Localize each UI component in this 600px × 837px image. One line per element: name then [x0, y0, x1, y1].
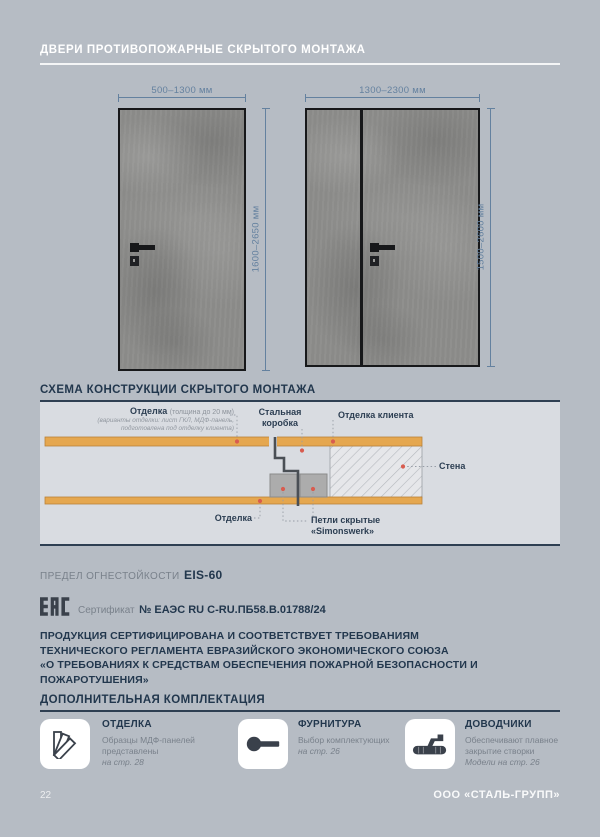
- certificate-label: Сертификат: [78, 605, 135, 616]
- closer-card-icon-box: [405, 719, 455, 769]
- closer-card-line2: закрытие створки: [465, 746, 535, 756]
- schema-bottom-rule: [40, 544, 560, 546]
- hinge-right: [300, 474, 327, 497]
- extras-section-heading: ДОПОЛНИТЕЛЬНАЯ КОМПЛЕКТАЦИЯ: [40, 694, 265, 706]
- hardware-card-icon-box: [238, 719, 288, 769]
- finishing-card-page-ref: на стр. 28: [102, 757, 144, 767]
- closer-card-title: ДОВОДЧИКИ: [465, 719, 532, 730]
- title-underline: [40, 63, 560, 65]
- steel-frame-label: [245, 407, 315, 429]
- wall-section: [330, 446, 422, 498]
- statement-line-3: «О ТРЕБОВАНИЯХ К СРЕДСТВАМ ОБЕСПЕЧЕНИЯ ПОЖАРНОЙ БЕЗОПАСНОСТИ И ПОЖАРОТУШЕНИЯ»: [40, 659, 478, 686]
- statement-line-1: ПРОДУКЦИЯ СЕРТИФИЦИРОВАНА И СООТВЕТСТВУЕТ ТРЕБОВАНИЯМ: [40, 630, 420, 642]
- double-door-height-label: 1500–2600 мм: [475, 203, 487, 271]
- closer-card-text: [465, 735, 558, 768]
- single-door-height-label: 1600–2650 мм: [250, 205, 262, 273]
- finishing-card-title: ОТДЕЛКА: [102, 719, 152, 730]
- single-door-height-dimension-line: [265, 108, 266, 371]
- company-name: ООО «СТАЛЬ-ГРУПП»: [433, 789, 560, 801]
- single-door-width-dimension-line: [118, 97, 246, 98]
- door-closer-icon: [412, 730, 448, 758]
- mdf-samples-icon: [50, 729, 80, 759]
- finishing-card-line1: Образцы МДФ-панелей: [102, 735, 195, 745]
- finish-top-bar: [45, 437, 422, 446]
- door-handle-icon: [245, 732, 281, 756]
- hardware-card-line1: Выбор комплектующих: [298, 735, 390, 745]
- steel-frame-label-line2: коробка: [262, 418, 298, 428]
- hidden-hinges-label-line1: Петли скрытые: [311, 515, 381, 525]
- double-door-image: [305, 108, 480, 367]
- extras-rule: [40, 710, 560, 712]
- page-title: ДВЕРИ ПРОТИВОПОЖАРНЫЕ СКРЫТОГО МОНТАЖА: [40, 44, 366, 56]
- hidden-hinges-label: [311, 515, 380, 537]
- finish-top-sublabel-2: подготовлена под отделку клиента): [120, 425, 234, 432]
- double-door-width-label: 1300–2300 мм: [359, 85, 426, 96]
- door-leaf-divider: [360, 110, 363, 365]
- client-finish-label: Отделка клиента: [338, 410, 414, 420]
- finishing-card-line2: представлены: [102, 746, 159, 756]
- single-door-width-label: 500–1300 мм: [151, 85, 213, 96]
- finish-bottom-label: Отделка: [214, 513, 252, 523]
- finish-top-label-bold: Отделка: [129, 406, 168, 416]
- hardware-card-page-ref: на стр. 26: [298, 746, 340, 756]
- hinge-left: [270, 474, 297, 497]
- closer-card-page-ref: Модели на стр. 26: [465, 757, 540, 767]
- eac-mark-icon: [40, 596, 70, 622]
- steel-frame-label-line1: Стальная: [258, 407, 302, 417]
- finish-top-label-note: (толщина до 20 мм): [169, 409, 234, 416]
- fire-rating-label: ПРЕДЕЛ ОГНЕСТОЙКОСТИ: [40, 571, 180, 582]
- fire-rating-value: EIS-60: [184, 568, 223, 582]
- wall-label: Стена: [439, 461, 466, 471]
- finishing-card-text: [102, 735, 195, 768]
- hardware-card-title: ФУРНИТУРА: [298, 719, 362, 730]
- double-door-height-dimension-line: [490, 108, 491, 367]
- fire-rating-row: [40, 566, 223, 584]
- closer-card-line1: Обеспечивают плавное: [465, 735, 559, 745]
- finishing-card-icon-box: [40, 719, 90, 769]
- hardware-card-text: [298, 735, 390, 757]
- double-door-width-dimension-line: [305, 97, 480, 98]
- certificate-row: [78, 600, 326, 618]
- hidden-hinges-label-line2: «Simonswerk»: [311, 526, 375, 536]
- statement-line-2: ТЕХНИЧЕСКОГО РЕГЛАМЕНТА ЕВРАЗИЙСКОГО ЭКОНОМИЧЕСКОГО СОЮЗА: [40, 644, 449, 657]
- schema-section-heading: СХЕМА КОНСТРУКЦИИ СКРЫТОГО МОНТАЖА: [40, 384, 316, 396]
- certification-statement: [40, 629, 570, 687]
- page-number: 22: [40, 790, 52, 801]
- certificate-number: № ЕАЭС RU С-RU.ПБ58.В.01788/24: [139, 604, 326, 616]
- finish-top-sublabel-1: (варианты отделки: лист ГКЛ, МДФ-панель,: [97, 417, 234, 424]
- mounting-schema-diagram: [40, 402, 560, 544]
- single-door-image: [118, 108, 246, 371]
- finish-bottom-bar: [45, 497, 422, 504]
